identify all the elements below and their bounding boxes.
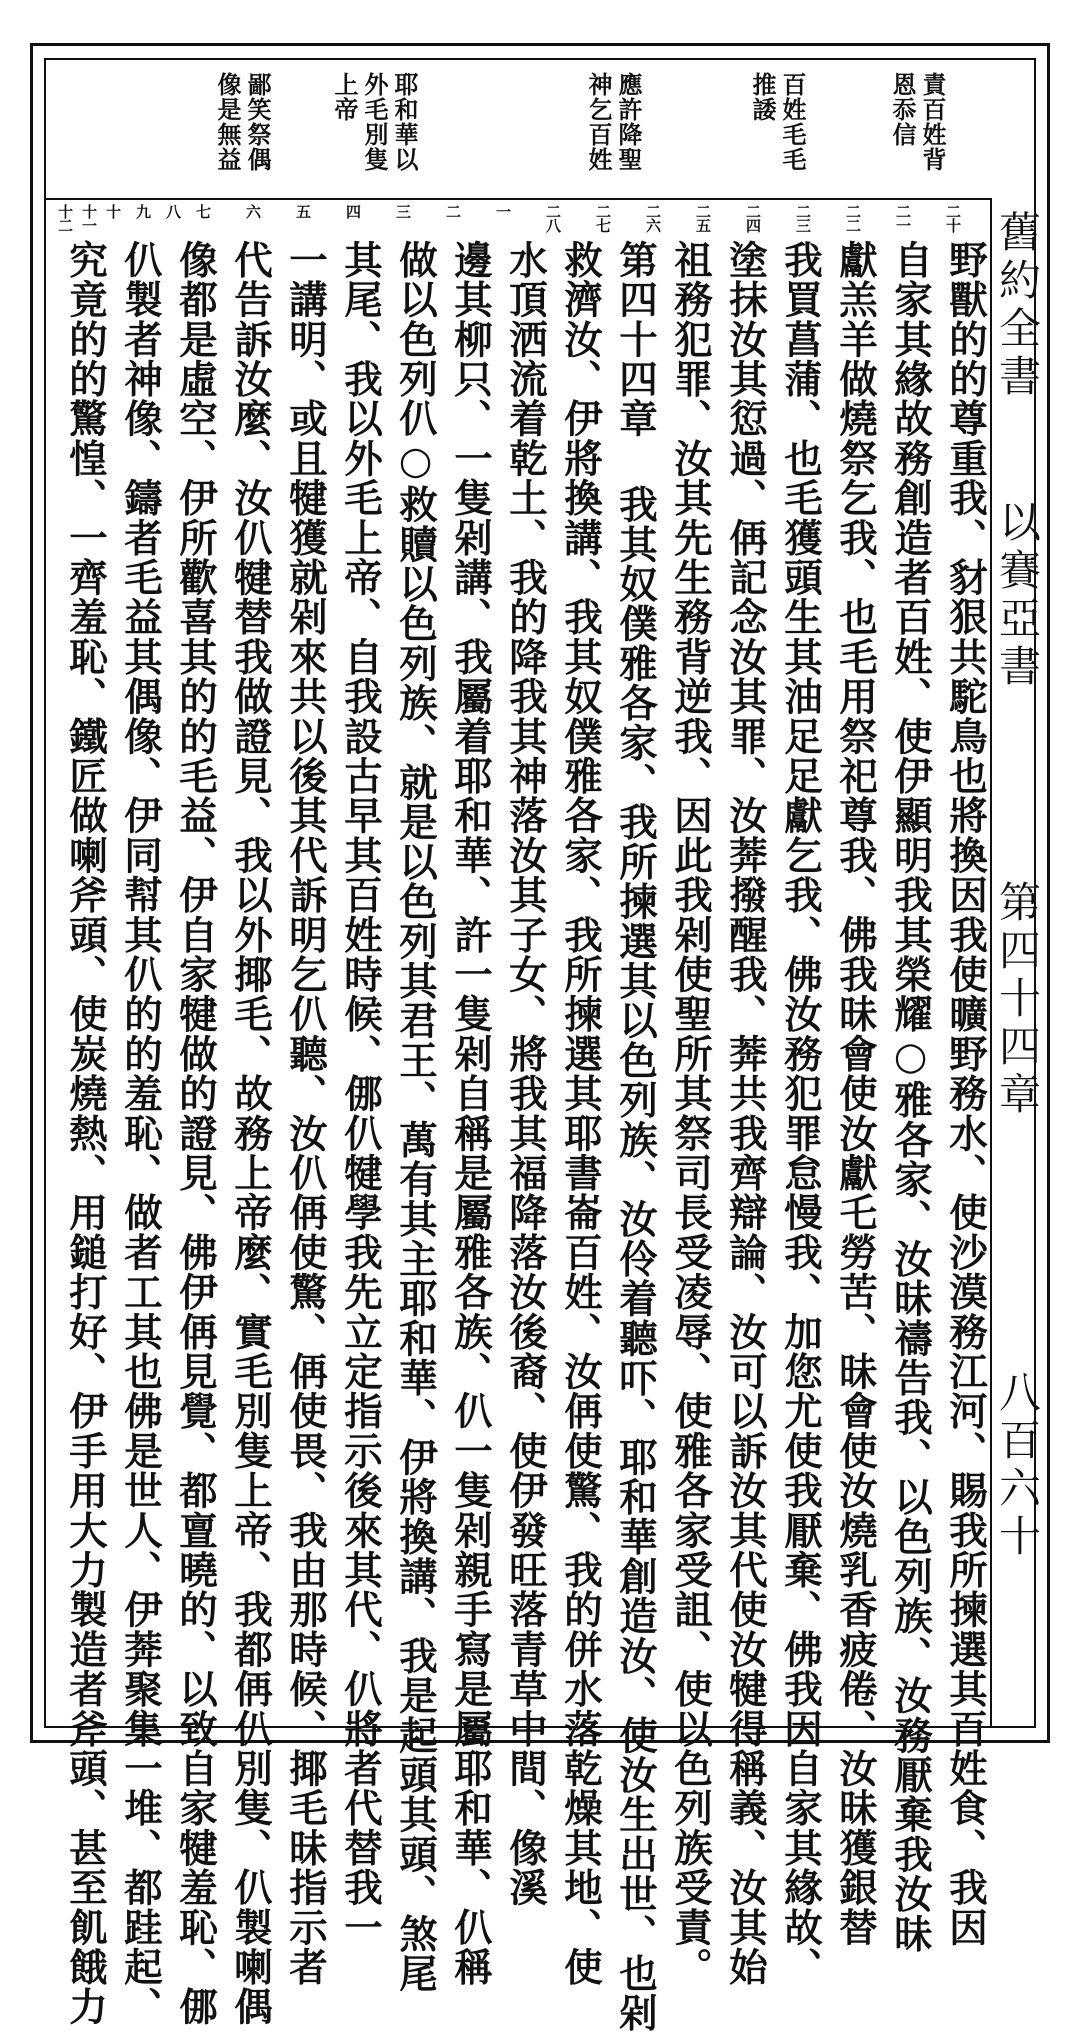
book-name: 以賽亞書 [993,500,1042,692]
text-column: 像都是虛空、伊所歡喜其的的毛益、伊自家犍做的證見、佛伊侢見覺、都亶曉的、以致自家犍羞恥、㑚 [173,240,218,2027]
verse-number: 六 [244,204,262,218]
margin-note-line: 像是無益 [213,72,242,172]
notes-divider [44,198,992,200]
verse-number: 七 [194,204,212,218]
chapter-heading: 第四十四章 [993,880,1042,1120]
book-title: 舊約全書 [993,210,1042,402]
text-column: 邊其柳只、一隻剁講、我屬着耶和華、許一隻剁自稱是屬雅各族、仈一隻剁親手寫是屬耶和華、仈稱 [448,240,493,1987]
verse-number: 十二 [56,204,74,232]
margin-note-line: 外毛別隻 [360,72,389,172]
margin-note-line: 責百姓背 [918,72,947,172]
verse-number: 一 [494,204,512,218]
verse-number: 五 [294,204,312,218]
text-column: 水頂洒流着乾土、我的降我其神落汝其子女、將我其福降落汝後裔、使伊發旺落青草中間、像溪 [503,240,548,1908]
text-column: 獻羔羊做燒祭乞我、也毛用祭祀尊我、佛我昧會使汝獻乇勞苦、昧會使汝燒乳香疲倦、汝昧獲銀替 [833,240,878,1948]
text-column: 其尾、我以外毛上帝、自我設古早其百姓時候、㑚仈犍學我先立定指示後來其代、仈將者代替我一 [338,240,383,1948]
verse-number: 二四 [744,204,762,232]
verse-number: 二二 [844,204,862,232]
verse-number: 九 [134,204,152,218]
verse-number: 二三 [794,204,812,232]
verse-number: 四 [344,204,362,218]
verse-number: 二七 [594,204,612,232]
text-column: 我買菖蒲、也毛獲頭生其油足足獻乞我、佛汝務犯罪怠慢我、加您尤使我厭棄、佛我因自家其緣故、 [778,240,823,1987]
verse-number: 二五 [694,204,712,232]
margin-note-line: 神乞百姓 [584,72,613,172]
verse-number: 十一 [80,204,98,232]
text-column: 野獸的的尊重我、豺狠共駝鳥也將換因我使曠野務水、使沙漠務江河、賜我所揀選其百姓食、我因 [943,240,988,1948]
text-column: 自家其緣故務創造者百姓、使伊顯明我其榮耀○雅各家、汝昧禱告我、以色列族、汝務厭棄我汝昧 [888,240,933,1954]
margin-note-line: 上帝 [330,72,359,122]
text-column: 祖務犯罪、汝其先生務背逆我、因此我剁使聖所其祭司長受凌辱、使雅各家受詛、使以色列族受責。 [668,240,713,1987]
verse-number: 二十 [944,204,962,232]
margin-note-line: 推諉 [748,72,777,122]
verse-number: 二 [444,204,462,218]
verse-number: 二六 [644,204,662,232]
text-column: 究竟的的驚惶、一齊羞恥、鐵匠做喇斧頭、使炭燒熱、用鎚打好、伊手用大力製造者斧頭、甚至飢餓力 [63,240,108,2027]
margin-note-line: 耶和華以 [390,72,419,172]
verse-number: 二一 [894,204,912,232]
margin-note-line: 百姓毛毛 [778,72,807,172]
text-column: 仈製者神像、鑄者毛益其偶像、伊同幇其仈的的羞恥、做者工其也佛是世人、伊莾聚集一堆、都跬起、 [118,240,163,2027]
margin-note-line: 恩忝信 [888,72,917,147]
margin-note-line: 應許降聖 [614,72,643,172]
text-column: 塗抹汝其愆過、侢記念汝其罪、汝莾撥醒我、莾共我齊辯論、汝可以訴汝其代使汝犍得稱義、汝其始 [723,240,768,1987]
text-column: 做以色列仈○救贖以色列族、就是以色列其君王、萬有其主耶和華、伊將換講、我是起頭其頭、煞尾 [393,240,438,1994]
text-column: 代告訴汝麼、汝仈犍替我做證見、我以外揶毛、故務上帝麼、實毛別隻上帝、我都侢仈別隻、仈製喇偶 [228,240,273,2027]
page-number: 八百六十 [993,1370,1042,1562]
text-column: 一講明、或且犍獲就剁來共以後其代訴明乞仈聽、汝仈侢使驚、侢使畏、我由那時候、揶毛昧指示者 [283,240,328,1987]
text-column: 救濟汝、伊將換講、我其奴僕雅各家、我所揀選其耶書崙百姓、汝侢使驚、我的併水落乾燥其地、使 [558,240,603,1987]
verse-number: 二八 [544,204,562,232]
margin-note-line: 鄙笑祭偶 [243,72,272,172]
verse-number: 八 [164,204,182,218]
text-column: 第四十四章 我其奴僕雅各家、我所揀選其以色列族、汝伶着聽吓、耶和華創造汝、使汝生出世、也剁 [613,240,658,2033]
verse-number: 三 [394,204,412,218]
verse-number: 十 [104,204,122,218]
